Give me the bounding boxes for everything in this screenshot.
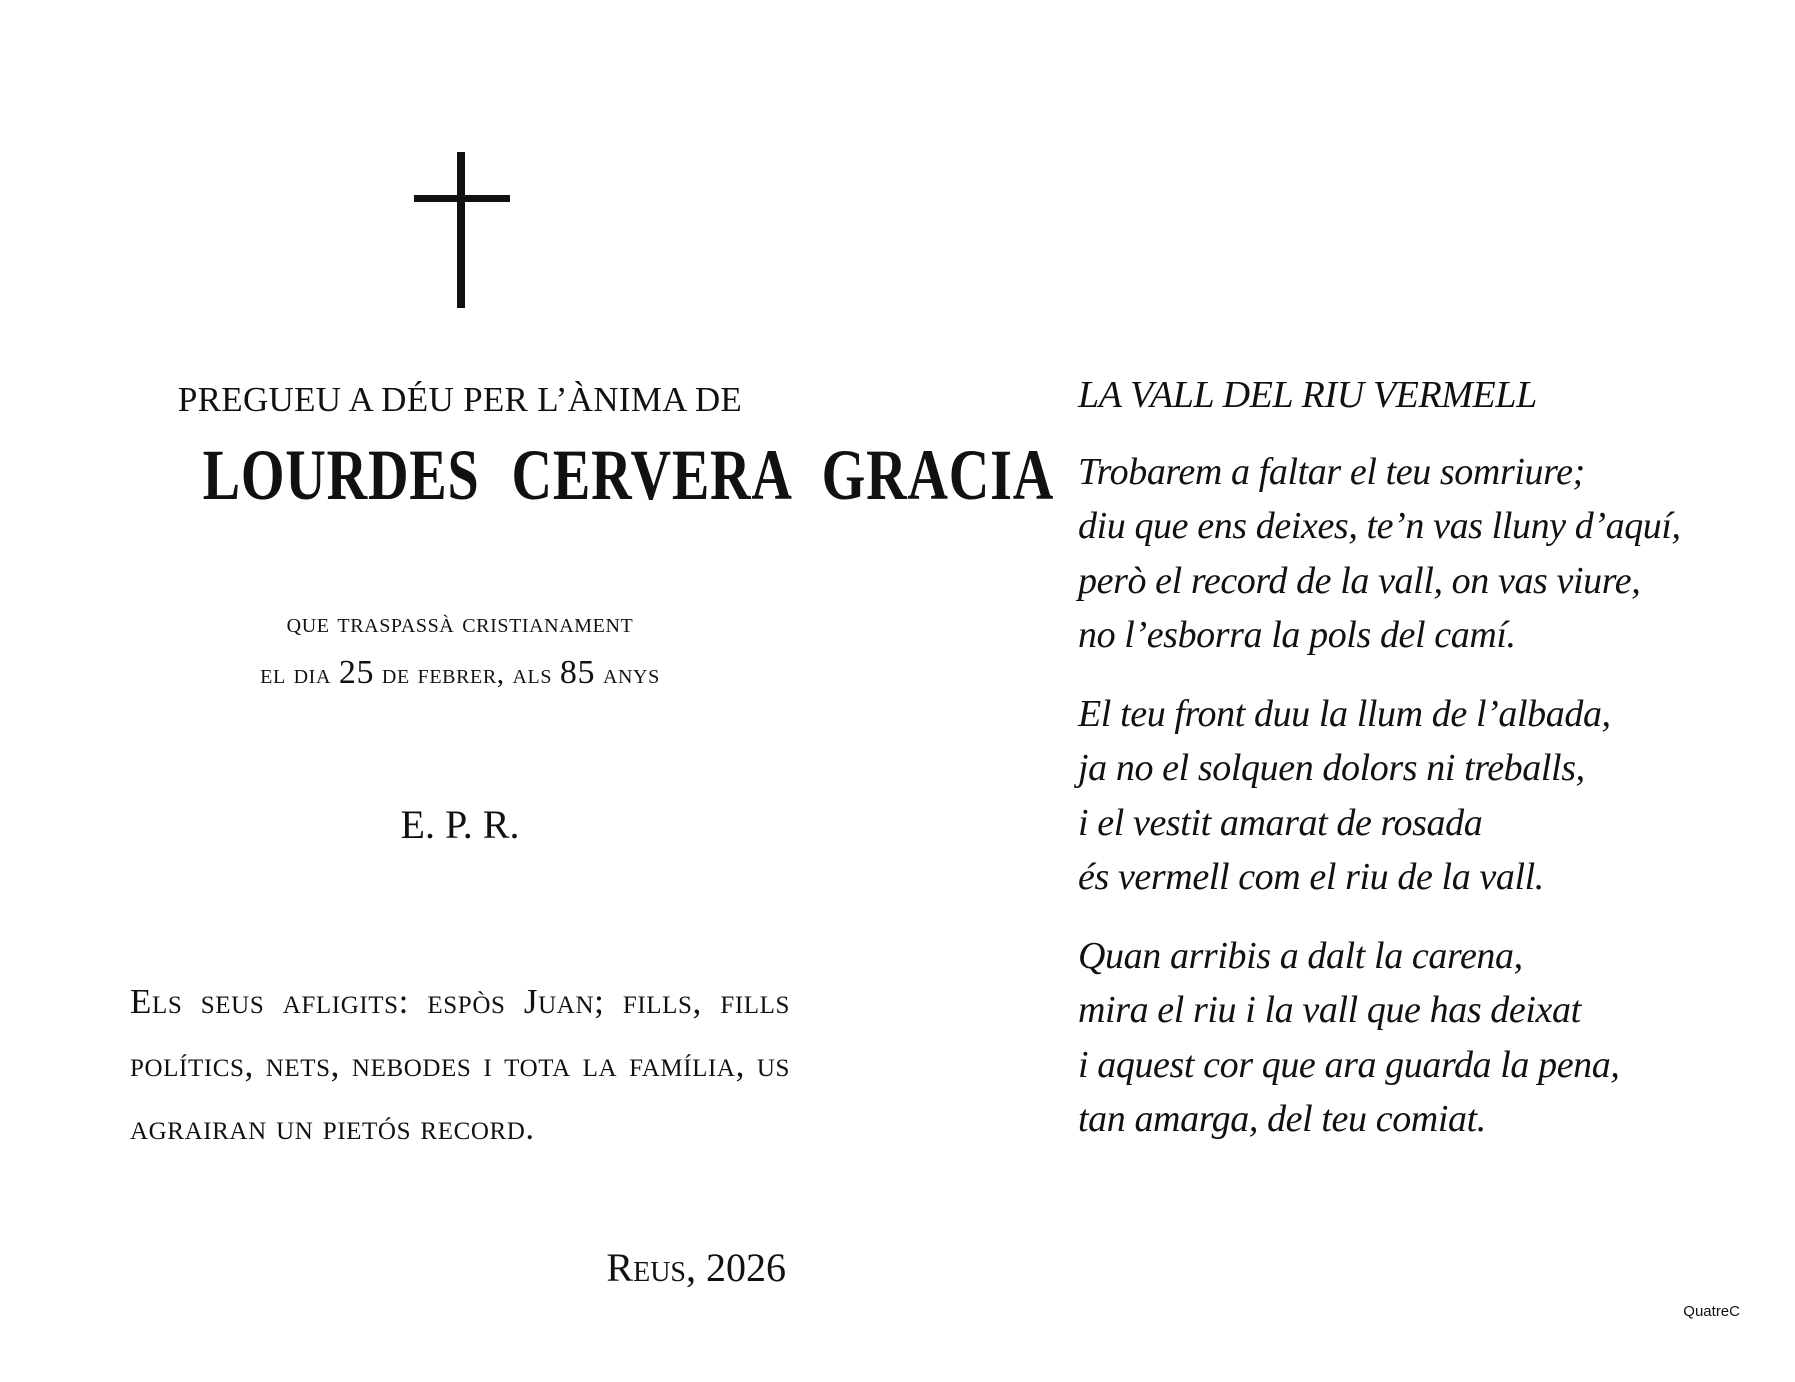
poem-line: Quan arribis a dalt la carena,	[1078, 934, 1523, 977]
poem-line: El teu front duu la llum de l’albada,	[1078, 692, 1611, 735]
poem-line: mira el riu i la vall que has deixat	[1078, 989, 1581, 1031]
poem-line: i aquest cor que ara guarda la pena,	[1078, 1043, 1620, 1086]
prayer-intro: PREGUEU A DÉU PER L’ÀNIMA DE	[177, 380, 743, 419]
passing-notice-line-1: que traspassà cristianament	[286, 607, 634, 639]
deceased-name: LOURDES CERVERA GRACIA	[202, 435, 1055, 515]
poem-line: però el record de la vall, on vas viure,	[1078, 559, 1641, 602]
poem-line: diu que ens deixes, te’n vas lluny d’aquí,	[1078, 505, 1681, 547]
latin-cross-icon	[414, 152, 510, 308]
passing-age: 85	[559, 654, 596, 691]
epr-inscription: E. P. R.	[400, 802, 520, 847]
poem-line: tan amarga, del teu comiat.	[1078, 1098, 1486, 1140]
poem-line: ja no el solquen dolors ni treballs,	[1078, 747, 1585, 789]
printer-credit: QuatreC	[1683, 1303, 1740, 1320]
passing-date-prefix: el dia	[260, 658, 339, 690]
cross-horizontal-bar	[414, 195, 510, 202]
poem-stanza-1	[1078, 445, 1768, 663]
poem-line: no l’esborra la pols del camí.	[1078, 614, 1516, 656]
place-and-year: Reus, 2026	[606, 1245, 786, 1290]
family-message: Els seus afligits: espòs Juan; fills, fills polítics, nets, nebodes i tota la família, us agrairan un pietós record.	[130, 982, 790, 1147]
poem-title: LA VALL DEL RIU VERMELL	[1078, 374, 1537, 416]
passing-age-suffix: anys	[595, 658, 660, 690]
poem-line: i el vestit amarat de rosada	[1078, 801, 1483, 844]
passing-date-middle: de febrer, als	[374, 658, 560, 690]
passing-notice	[130, 598, 790, 699]
cross-vertical-bar	[457, 152, 465, 308]
poem-stanza-2	[1078, 687, 1768, 905]
passing-notice-line-2	[130, 648, 790, 699]
poem-line: Trobarem a faltar el teu somriure;	[1078, 450, 1585, 493]
poem-line: és vermell com el riu de la vall.	[1078, 856, 1544, 898]
poem-stanza-3	[1078, 929, 1768, 1147]
poem	[1078, 368, 1768, 1171]
passing-day: 25	[338, 654, 375, 691]
